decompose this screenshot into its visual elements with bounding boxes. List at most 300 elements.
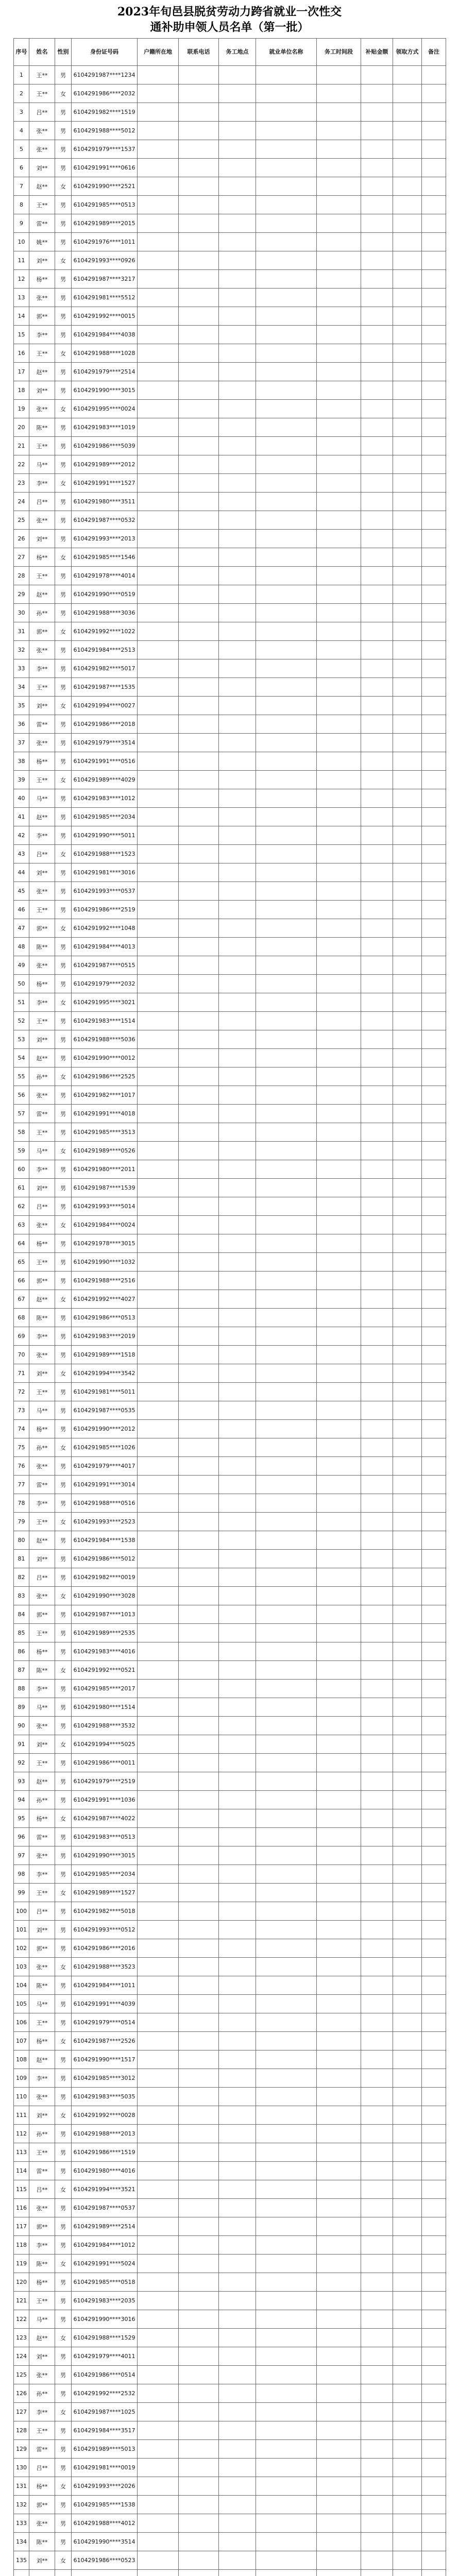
cell-amount [361, 2199, 393, 2217]
cell-note [422, 808, 446, 826]
cell-note [422, 2217, 446, 2236]
cell-work-period [317, 196, 361, 214]
cell-method [393, 1272, 422, 1290]
cell-amount [361, 400, 393, 418]
cell-gender: 男 [55, 140, 72, 159]
cell-employer [256, 1605, 317, 1624]
cell-method [393, 585, 422, 604]
cell-work-location [219, 474, 256, 493]
cell-phone [179, 1939, 219, 1958]
table-row [14, 1309, 446, 1327]
cell-household [138, 2143, 179, 2162]
cell-method [393, 1067, 422, 1086]
cell-gender: 男 [55, 1605, 72, 1624]
cell-method [393, 493, 422, 511]
cell-gender: 男 [55, 1642, 72, 1661]
cell-id-number: 6104291988****1028 [72, 344, 138, 363]
cell-note [422, 548, 446, 567]
cell-amount [361, 307, 393, 326]
cell-work-location [219, 2366, 256, 2384]
cell-id-number: 6104291987****0537 [72, 2199, 138, 2217]
cell-work-location [219, 734, 256, 752]
cell-amount [361, 1921, 393, 1939]
cell-household [138, 659, 179, 678]
cell-amount [361, 1067, 393, 1086]
cell-id-number: 6104291985****3513 [72, 1123, 138, 1142]
cell-phone [179, 1531, 219, 1550]
cell-amount [361, 678, 393, 697]
cell-id-number: 6104291991****3014 [72, 1476, 138, 1494]
table-row [14, 2292, 446, 2310]
cell-method [393, 381, 422, 400]
cell-work-location [219, 826, 256, 845]
cell-household [138, 1531, 179, 1550]
cell-employer [256, 326, 317, 344]
cell-phone [179, 1772, 219, 1791]
cell-id-number: 6104291988****0516 [72, 1494, 138, 1513]
cell-amount [361, 1012, 393, 1030]
cell-index: 83 [14, 1587, 29, 1605]
cell-employer [256, 1272, 317, 1290]
cell-index: 95 [14, 1809, 29, 1828]
cell-method [393, 1513, 422, 1531]
cell-work-period [317, 2477, 361, 2496]
cell-employer [256, 2013, 317, 2032]
table-row [14, 2199, 446, 2217]
cell-work-location [219, 1884, 256, 1902]
cell-index: 135 [14, 2551, 29, 2570]
cell-household [138, 1680, 179, 1698]
cell-phone [179, 2551, 219, 2570]
cell-name: 刘** [29, 2347, 55, 2366]
cell-name: 雷** [29, 2162, 55, 2180]
cell-work-period [317, 734, 361, 752]
table-row [14, 1939, 446, 1958]
cell-note [422, 1309, 446, 1327]
cell-method [393, 1049, 422, 1067]
cell-household [138, 1086, 179, 1105]
cell-name: 杨** [29, 752, 55, 771]
cell-amount [361, 1290, 393, 1309]
cell-method [393, 863, 422, 882]
cell-method [393, 474, 422, 493]
cell-name: 李** [29, 474, 55, 493]
cell-name: 王** [29, 2421, 55, 2440]
cell-work-location [219, 1401, 256, 1420]
cell-work-period [317, 270, 361, 289]
cell-employer [256, 1420, 317, 1438]
cell-phone [179, 214, 219, 233]
cell-gender: 男 [55, 1234, 72, 1253]
cell-method [393, 715, 422, 734]
cell-phone [179, 734, 219, 752]
cell-work-period [317, 1976, 361, 1995]
cell-id-number: 6104291990****2521 [72, 177, 138, 196]
cell-phone [179, 2013, 219, 2032]
cell-method [393, 455, 422, 474]
cell-work-period [317, 381, 361, 400]
cell-index: 101 [14, 1921, 29, 1939]
cell-amount [361, 2310, 393, 2329]
cell-household [138, 2366, 179, 2384]
table-row [14, 2255, 446, 2273]
cell-employer [256, 289, 317, 307]
cell-note [422, 2551, 446, 2570]
cell-work-period [317, 1401, 361, 1420]
cell-employer [256, 1401, 317, 1420]
cell-gender: 男 [55, 1030, 72, 1049]
cell-gender: 男 [55, 381, 72, 400]
table-row [14, 1642, 446, 1661]
cell-phone [179, 1754, 219, 1772]
cell-note [422, 1642, 446, 1661]
cell-phone [179, 622, 219, 641]
cell-work-period [317, 530, 361, 548]
cell-index: 71 [14, 1364, 29, 1383]
cell-gender: 男 [55, 2013, 72, 2032]
cell-phone [179, 2217, 219, 2236]
header-name: 姓名 [29, 39, 55, 66]
cell-id-number: 6104291986****5012 [72, 1550, 138, 1568]
cell-method [393, 2050, 422, 2069]
cell-id-number: 6104291983****1012 [72, 789, 138, 808]
cell-work-location [219, 1587, 256, 1605]
cell-method [393, 2162, 422, 2180]
cell-work-location [219, 1364, 256, 1383]
cell-id-number: 6104291984****2513 [72, 641, 138, 659]
cell-id-number: 6104291982****1017 [72, 1086, 138, 1105]
cell-amount [361, 2273, 393, 2292]
cell-phone [179, 2440, 219, 2459]
cell-gender: 男 [55, 270, 72, 289]
cell-employer [256, 1958, 317, 1976]
cell-index: 115 [14, 2180, 29, 2199]
cell-method [393, 214, 422, 233]
cell-work-location [219, 993, 256, 1012]
table-row [14, 622, 446, 641]
cell-work-period [317, 2421, 361, 2440]
cell-household [138, 103, 179, 122]
cell-id-number: 6104291985****3012 [72, 2069, 138, 2088]
cell-amount [361, 2477, 393, 2496]
cell-id-number: 6104291988****1523 [72, 845, 138, 863]
cell-index: 22 [14, 455, 29, 474]
cell-employer [256, 437, 317, 455]
cell-name: 孙** [29, 604, 55, 622]
cell-work-location [219, 1049, 256, 1067]
cell-method [393, 1550, 422, 1568]
cell-note [422, 2255, 446, 2273]
cell-work-period [317, 1642, 361, 1661]
cell-phone [179, 1012, 219, 1030]
cell-id-number: 6104291991****4018 [72, 1105, 138, 1123]
cell-household [138, 2384, 179, 2403]
cell-amount [361, 493, 393, 511]
cell-id-number: 6104291992****4027 [72, 1290, 138, 1309]
cell-note [422, 270, 446, 289]
cell-gender: 男 [55, 289, 72, 307]
cell-index: 54 [14, 1049, 29, 1067]
cell-amount [361, 2496, 393, 2514]
cell-work-location [219, 1309, 256, 1327]
cell-employer [256, 585, 317, 604]
cell-note [422, 1401, 446, 1420]
cell-name: 杨** [29, 2032, 55, 2050]
cell-household [138, 1568, 179, 1587]
table-row [14, 103, 446, 122]
table-row [14, 2106, 446, 2125]
cell-name: 王** [29, 1513, 55, 1531]
cell-gender: 男 [55, 1680, 72, 1698]
cell-name: 刘** [29, 2106, 55, 2125]
table-row [14, 2069, 446, 2088]
table-row [14, 493, 446, 511]
cell-work-period [317, 1049, 361, 1067]
cell-work-period [317, 1828, 361, 1846]
cell-index: 57 [14, 1105, 29, 1123]
cell-name: 赵** [29, 1290, 55, 1309]
cell-gender: 男 [55, 2125, 72, 2143]
cell-phone [179, 2403, 219, 2421]
cell-index: 84 [14, 1605, 29, 1624]
cell-household [138, 381, 179, 400]
cell-index: 56 [14, 1086, 29, 1105]
cell-gender: 女 [55, 1364, 72, 1383]
cell-amount [361, 530, 393, 548]
cell-id-number: 6104291986****0523 [72, 2551, 138, 2570]
cell-note [422, 196, 446, 214]
cell-household [138, 2403, 179, 2421]
cell-work-period [317, 1160, 361, 1179]
cell-gender: 男 [55, 159, 72, 177]
cell-employer [256, 2384, 317, 2403]
cell-index: 51 [14, 993, 29, 1012]
title-line-2: 通补助申领人员名单（第一批） [150, 21, 309, 34]
cell-method [393, 2347, 422, 2366]
cell-phone [179, 1197, 219, 1216]
cell-work-location [219, 140, 256, 159]
cell-name: 张** [29, 882, 55, 901]
cell-amount [361, 2570, 393, 2576]
cell-name: 孙** [29, 1067, 55, 1086]
cell-method [393, 2143, 422, 2162]
cell-note [422, 2199, 446, 2217]
cell-work-period [317, 2570, 361, 2576]
cell-work-period [317, 2069, 361, 2088]
cell-employer [256, 1698, 317, 1717]
cell-id-number: 6104291986****2525 [72, 1067, 138, 1086]
cell-gender: 男 [55, 1494, 72, 1513]
table-row [14, 863, 446, 882]
table-row [14, 2217, 446, 2236]
cell-id-number: 6104291983****0513 [72, 1828, 138, 1846]
table-row [14, 604, 446, 622]
cell-household [138, 1995, 179, 2013]
cell-note [422, 307, 446, 326]
cell-work-location [219, 1253, 256, 1272]
cell-employer [256, 734, 317, 752]
cell-work-period [317, 1865, 361, 1884]
cell-note [422, 159, 446, 177]
cell-amount [361, 140, 393, 159]
cell-method [393, 1568, 422, 1587]
cell-amount [361, 381, 393, 400]
cell-amount [361, 214, 393, 233]
cell-work-location [219, 2421, 256, 2440]
cell-work-period [317, 1791, 361, 1809]
cell-method [393, 1346, 422, 1364]
cell-amount [361, 1865, 393, 1884]
cell-note [422, 511, 446, 530]
cell-index: 121 [14, 2292, 29, 2310]
cell-gender: 男 [55, 1049, 72, 1067]
cell-gender: 男 [55, 901, 72, 919]
cell-work-period [317, 2088, 361, 2106]
cell-id-number: 6104291988****5036 [72, 1030, 138, 1049]
cell-work-location [219, 901, 256, 919]
table-row [14, 752, 446, 771]
cell-employer [256, 752, 317, 771]
cell-id-number: 6104291988****2516 [72, 1272, 138, 1290]
cell-gender: 男 [55, 1772, 72, 1791]
cell-work-period [317, 1420, 361, 1438]
cell-amount [361, 1383, 393, 1401]
cell-name: 赵** [29, 1049, 55, 1067]
cell-method [393, 2088, 422, 2106]
cell-employer [256, 845, 317, 863]
cell-gender: 男 [55, 1531, 72, 1550]
cell-method [393, 326, 422, 344]
cell-method [393, 678, 422, 697]
cell-gender: 男 [55, 1346, 72, 1364]
table-row [14, 1179, 446, 1197]
cell-index: 27 [14, 548, 29, 567]
cell-household [138, 400, 179, 418]
cell-note [422, 1884, 446, 1902]
cell-household [138, 2347, 179, 2366]
cell-index: 37 [14, 734, 29, 752]
table-row [14, 140, 446, 159]
cell-amount [361, 233, 393, 251]
cell-employer [256, 2125, 317, 2143]
cell-id-number: 6104291978****4014 [72, 567, 138, 585]
cell-employer [256, 2050, 317, 2069]
cell-note [422, 1828, 446, 1846]
cell-household [138, 1346, 179, 1364]
cell-phone [179, 2310, 219, 2329]
cell-note [422, 381, 446, 400]
table-row [14, 548, 446, 567]
cell-method [393, 1884, 422, 1902]
cell-employer [256, 1160, 317, 1179]
table-row [14, 1290, 446, 1309]
cell-household [138, 1216, 179, 1234]
cell-gender: 女 [55, 2477, 72, 2496]
cell-work-period [317, 1587, 361, 1605]
cell-id-number: 6104291989****1527 [72, 1884, 138, 1902]
cell-note [422, 1939, 446, 1958]
cell-phone [179, 604, 219, 622]
table-row [14, 1401, 446, 1420]
cell-gender: 男 [55, 1086, 72, 1105]
cell-work-period [317, 938, 361, 956]
cell-method [393, 1698, 422, 1717]
cell-method [393, 1717, 422, 1735]
cell-amount [361, 1884, 393, 1902]
cell-work-location [219, 938, 256, 956]
cell-employer [256, 2347, 317, 2366]
cell-employer [256, 2477, 317, 2496]
cell-amount [361, 2125, 393, 2143]
cell-note [422, 2366, 446, 2384]
cell-index: 82 [14, 1568, 29, 1587]
cell-work-period [317, 233, 361, 251]
cell-note [422, 2421, 446, 2440]
table-row [14, 159, 446, 177]
cell-amount [361, 1513, 393, 1531]
cell-index: 106 [14, 2013, 29, 2032]
cell-amount [361, 1939, 393, 1958]
cell-gender: 女 [55, 2403, 72, 2421]
cell-work-period [317, 622, 361, 641]
table-row [14, 233, 446, 251]
cell-index: 48 [14, 938, 29, 956]
cell-work-period [317, 752, 361, 771]
cell-name: 郭** [29, 2217, 55, 2236]
cell-note [422, 771, 446, 789]
table-row [14, 2533, 446, 2551]
cell-amount [361, 993, 393, 1012]
cell-phone [179, 1828, 219, 1846]
cell-employer [256, 2329, 317, 2347]
cell-id-number: 6104291979****2032 [72, 975, 138, 993]
cell-phone [179, 1494, 219, 1513]
table-row [14, 567, 446, 585]
cell-note [422, 1568, 446, 1587]
cell-phone [179, 1958, 219, 1976]
cell-id-number: 6104291990****5011 [72, 826, 138, 845]
cell-note [422, 1067, 446, 1086]
cell-method [393, 2477, 422, 2496]
cell-gender: 男 [55, 2347, 72, 2366]
cell-id-number: 6104291989****2514 [72, 2217, 138, 2236]
table-row [14, 1420, 446, 1438]
cell-work-location [219, 1346, 256, 1364]
cell-phone [179, 289, 219, 307]
cell-name: 王** [29, 1754, 55, 1772]
table-row [14, 2310, 446, 2329]
cell-name: 李** [29, 1494, 55, 1513]
cell-household [138, 863, 179, 882]
cell-work-period [317, 2329, 361, 2347]
cell-work-period [317, 2459, 361, 2477]
cell-index: 116 [14, 2199, 29, 2217]
table-row [14, 2162, 446, 2180]
cell-index: 73 [14, 1401, 29, 1420]
cell-phone [179, 2292, 219, 2310]
table-row [14, 270, 446, 289]
cell-gender: 男 [55, 567, 72, 585]
cell-index: 47 [14, 919, 29, 938]
cell-id-number: 6104291994****5025 [72, 1735, 138, 1754]
cell-work-location [219, 511, 256, 530]
cell-employer [256, 307, 317, 326]
cell-work-period [317, 919, 361, 938]
cell-note [422, 1865, 446, 1884]
cell-work-location [219, 363, 256, 381]
cell-work-location [219, 1680, 256, 1698]
cell-gender: 男 [55, 2384, 72, 2403]
